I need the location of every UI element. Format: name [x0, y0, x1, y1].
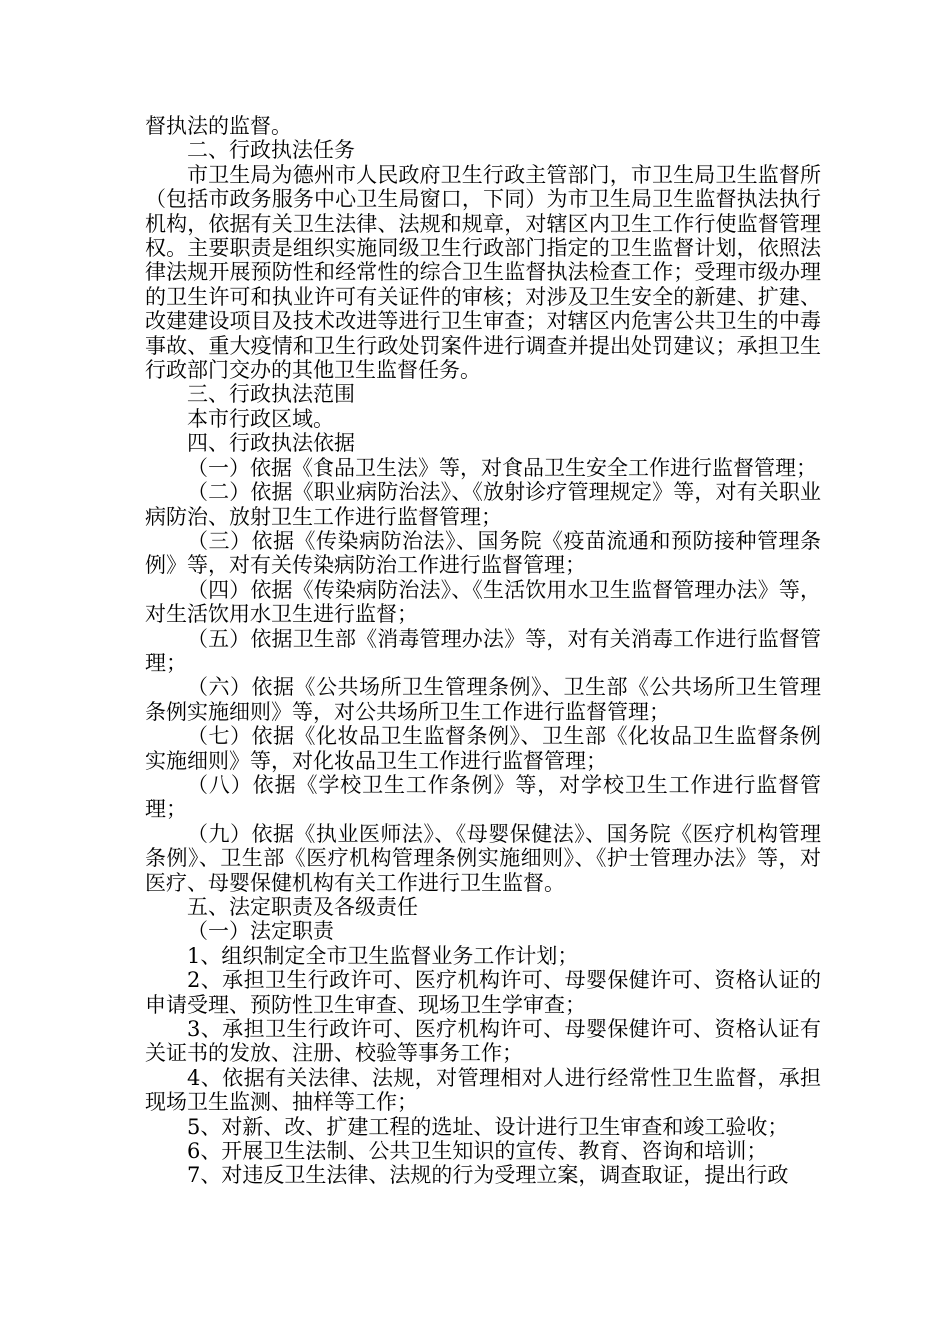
paragraph: 4、依据有关法律、法规，对管理相对人进行经常性卫生监督，承担现场卫生监测、抽样等工作；	[145, 1065, 821, 1115]
paragraph: 1、组织制定全市卫生监督业务工作计划；	[187, 943, 579, 968]
paragraph: （六）依据《公共场所卫生管理条例》、卫生部《公共场所卫生管理条例实施细则》等，对公共场所卫生工作进行监督管理；	[145, 675, 821, 724]
paragraph: （一）依据《食品卫生法》等，对食品卫生安全工作进行监督管理；	[187, 455, 817, 480]
paragraph: 二、行政执法任务	[187, 138, 355, 163]
paragraph: （五）依据卫生部《消毒管理办法》等，对有关消毒工作进行监督管理；	[145, 626, 821, 675]
paragraph: 三、行政执法范围	[187, 382, 355, 407]
paragraph: 2、承担卫生行政许可、医疗机构许可、母婴保健许可、资格认证的申请受理、预防性卫生审查、现场卫生学审查；	[145, 968, 821, 1017]
paragraph: （三）依据《传染病防治法》、国务院《疫苗流通和预防接种管理条例》等，对有关传染病防治工作进行监督管理；	[145, 528, 821, 578]
paragraph: （八）依据《学校卫生工作条例》等，对学校卫生工作进行监督管理；	[145, 772, 821, 822]
paragraph: 市卫生局为德州市人民政府卫生行政主管部门，市卫生局卫生监督所（包括市政务服务中心卫生局窗口，下同）为市卫生局卫生监督执法执行机构，依据有关卫生法律、法规和规章，对辖区内卫生工作行使监督管理权。主要职责是组织实施同级卫生行政部门指定的卫生监督计划，依照法律法规开展预防性和经常性的综合卫生监督执法检查工作；受理市级办理的卫生许可和执业许可有关证件的审核；对涉及卫生安全的新建、扩建、改建建设项目及技术改进等进行卫生审查；对辖区内危害公共卫生的中毒事故、重大疫情和卫生行政处罚案件进行调查并提出处罚建议；承担卫生行政部门交办的其他卫生监督任务。	[145, 162, 821, 383]
paragraph: 3、承担卫生行政许可、医疗机构许可、母婴保健许可、资格认证有关证书的发放、注册、校验等事务工作；	[145, 1017, 821, 1066]
paragraph: 督执法的监督。	[145, 114, 292, 138]
document-body	[145, 114, 821, 1188]
paragraph: （四）依据《传染病防治法》、《生活饮用水卫生监督管理办法》等，对生活饮用水卫生进行监督；	[145, 577, 821, 627]
paragraph: 7、对违反卫生法律、法规的行为受理立案，调查取证，提出行政	[187, 1163, 789, 1188]
paragraph: 五、法定职责及各级责任	[187, 895, 418, 919]
paragraph: （九）依据《执业医师法》、《母婴保健法》、国务院《医疗机构管理条例》、卫生部《医疗机构管理条例实施细则》、《护士管理办法》等，对医疗、母婴保健机构有关工作进行卫生监督。	[145, 821, 821, 895]
paragraph: 四、行政执法依据	[187, 431, 355, 456]
paragraph: 本市行政区域。	[187, 406, 334, 431]
paragraph: （一）法定职责	[187, 919, 334, 944]
paragraph: （二）依据《职业病防治法》、《放射诊疗管理规定》等，对有关职业病防治、放射卫生工作进行监督管理；	[145, 480, 821, 529]
paragraph: 5、对新、改、扩建工程的选址、设计进行卫生审查和竣工验收；	[187, 1114, 789, 1139]
paragraph: 6、开展卫生法制、公共卫生知识的宣传、教育、咨询和培训；	[187, 1139, 768, 1164]
paragraph: （七）依据《化妆品卫生监督条例》、卫生部《化妆品卫生监督条例实施细则》等，对化妆品卫生工作进行监督管理；	[145, 724, 821, 773]
